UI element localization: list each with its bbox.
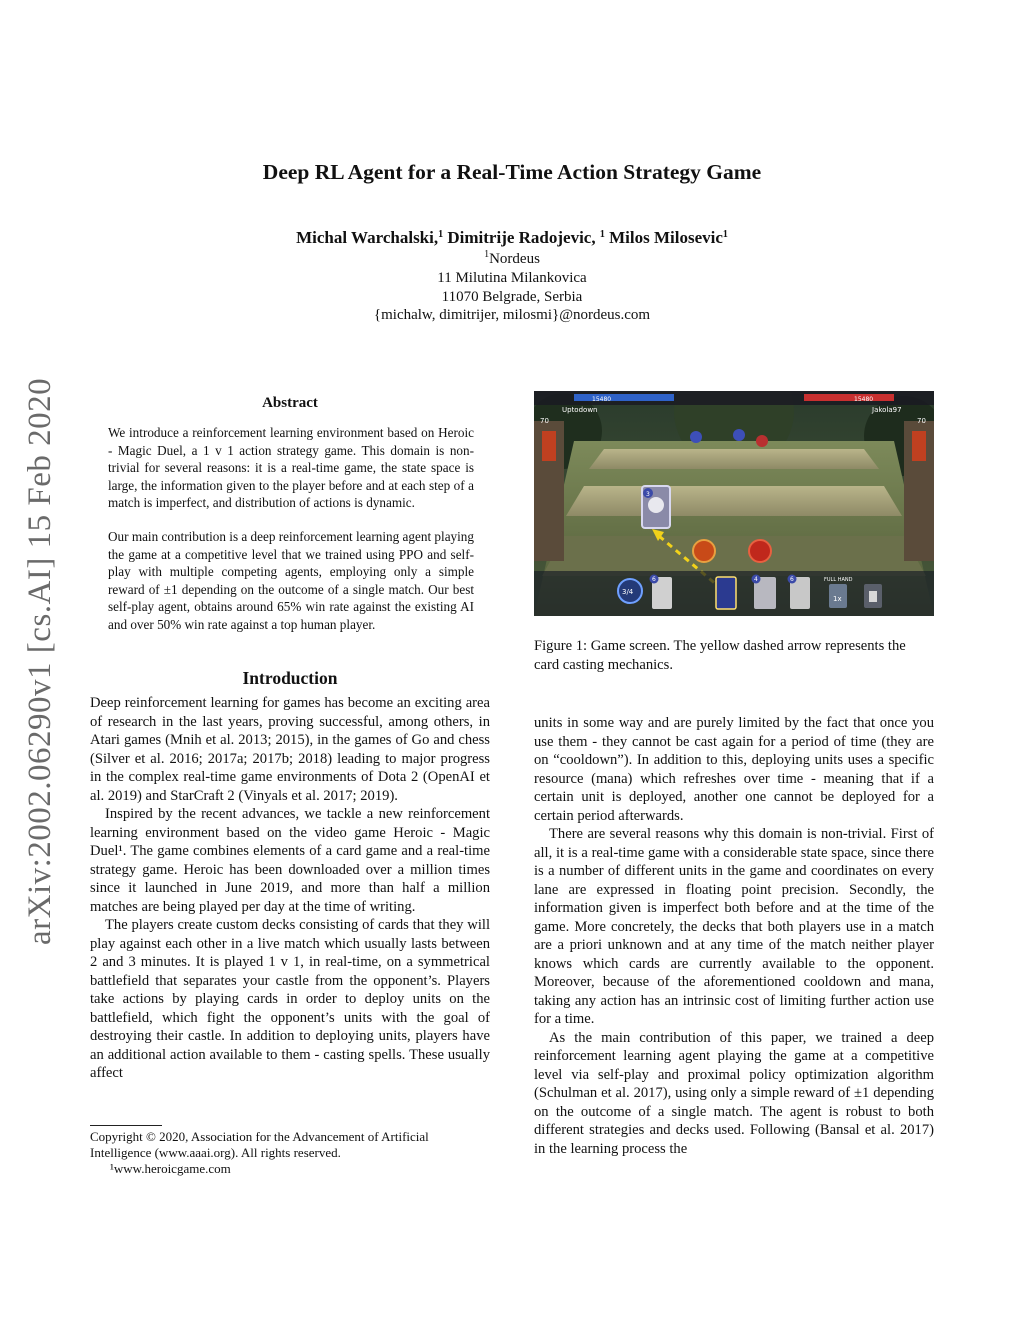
author-name: Milos Milosevic xyxy=(609,228,723,247)
author-affil-mark: 1 xyxy=(438,229,444,240)
left-column-body xyxy=(90,694,490,1083)
left-score: 15480 xyxy=(592,396,612,403)
arxiv-stamp: arXiv:2002.06290v1 [cs.AI] 15 Feb 2020 xyxy=(22,377,58,945)
abstract-heading: Abstract xyxy=(262,395,318,411)
affiliation-street: 11 Milutina Milankovica xyxy=(437,270,587,286)
author-affil-mark: 1 xyxy=(599,229,605,240)
paper-title: Deep RL Agent for a Real-Time Action Strategy Game xyxy=(262,160,762,184)
mana-counter: 3/4 xyxy=(622,588,634,596)
right-player-name: Jakola97 xyxy=(872,406,902,414)
game-screen-image xyxy=(534,391,934,616)
hand-card-cost: 6 xyxy=(652,576,656,583)
placed-card-cost: 3 xyxy=(646,491,650,498)
author-name: Dimitrije Radojevic, xyxy=(447,228,596,247)
figure-caption: Figure 1: Game screen. The yellow dashed arrow represents the card casting mechanics. xyxy=(534,638,906,673)
right-level: 70 xyxy=(917,417,926,425)
left-level: 70 xyxy=(540,417,549,425)
footnote-rule xyxy=(90,1125,162,1126)
affiliation-emails: {michalw, dimitrijer, milosmi}@nordeus.com xyxy=(373,307,651,323)
affiliation-city: 11070 Belgrade, Serbia xyxy=(441,289,583,305)
right-score: 15480 xyxy=(854,396,874,403)
footnote-1: ¹www.heroicgame.com xyxy=(110,1161,231,1176)
right-column-body xyxy=(534,714,934,1158)
left-player-name: Uptodown xyxy=(562,406,598,414)
introduction-heading: Introduction xyxy=(242,668,338,688)
intro-paragraph: The players create custom decks consisting of cards that they will play against each other in a live match which usually lasts between 2 and 3 minutes. It is played 1 v 1, in real-time, on a symmetrical battlefield that separates your castle from the opponent’s. Players take actions by playing cards in order to deploy units on the battlefield, which fight the opponent’s units with the goal of destroying their castle. In addition to deploying units, players have an additional action available to them - casting spells. These usually affect xyxy=(90,917,490,1081)
intro-paragraph: As the main contribution of this paper, we trained a deep reinforcement learning agent playing the game at a competitive level via self-play and proximal policy optimization algorithm (Schulman et al. 2017), using only a simple reward of ±1 depending on the outcome of a single match. The agent is robust to both different strategies and decks used. Following (Bansal et al. 2017) in the learning process the xyxy=(534,1029,934,1157)
intro-paragraph: units in some way and are purely limited by the fact that once you use them - they cannot be cast again for a period of time (they are on “cooldown”). In addition to this, deploying units uses a specific resource (mana) which refreshes over time - meaning that if a certain unit is deployed, another one cannot be deployed for a certain period afterwards. xyxy=(534,715,934,824)
game-screen-figure xyxy=(534,391,934,616)
intro-paragraph: There are several reasons why this domain is non-trivial. First of all, it is a real-time game with a considerable state space, since there is a number of different units in the game and coordinates on every lane are expressed in floating point precision. Secondly, the information given is imperfect both before and at the time of the game. More concretely, the decks that both players use in a match are a priori unknown and at any time of the match neither player knows which cards are currently available to the opponent. Moreover, because of the aforementioned cooldown and mana, taking any action has an intrinsic cost of limiting further action use for a time. xyxy=(534,826,934,1027)
fire-spell-icon xyxy=(693,540,715,562)
hand-card-cost: 6 xyxy=(790,576,794,583)
affiliation-org: $^1$Nordeus xyxy=(484,249,540,267)
rage-spell-icon xyxy=(749,540,771,562)
hand-card-cost: 4 xyxy=(754,576,758,583)
hand-card-selected xyxy=(716,577,736,609)
author-list xyxy=(0,228,1024,248)
speed-label: 1x xyxy=(833,595,842,603)
intro-paragraph: Deep reinforcement learning for games has become an exciting area of research in the last years, proving successful, among others, in Atari games (Mnih et al. 2013; 2015), in the games of Go and chess (Silver et al. 2016; 2017a; 2017b; 2018) leading to major progress in the complex real-time game environments of Dota 2 (OpenAI et al. 2019) and StarCraft 2 (Vinyals et al. 2017; 2019). xyxy=(90,695,490,804)
intro-paragraph: Inspired by the recent advances, we tackle a new reinforcement learning environment based on the video game Heroic - Magic Duel¹. The game combines elements of a card game and a real-time strategy game. Heroic has been downloaded over a million times since it launched in June 2019, and more than half a million matches are being played per day at the time of writing. xyxy=(90,806,490,915)
author-name: Michal Warchalski, xyxy=(296,228,439,247)
copyright-notice: Copyright © 2020, Association for the Advancement of Artificial Intelligence (www.aaai.org). All rights reserved. xyxy=(90,1129,429,1160)
author-affil-mark: 1 xyxy=(722,229,728,240)
abstract-paragraph-2: Our main contribution is a deep reinforcement learning agent playing the game at a competitive level that we trained using PPO and self-play with multiple competing agents, employing only a simple reward of ±1 depending on the outcome of a single match. Our best self-play agent, obtains around 65% win rate against the existing AI and over 50% win rate against a top human player. xyxy=(108,529,474,632)
full-hand-label: FULL HAND xyxy=(824,577,853,583)
abstract-paragraph-1: We introduce a reinforcement learning environment based on Heroic - Magic Duel, a 1 v 1 action strategy game. This domain is non-trivial for several reasons: it is a real-time game, the state space is large, the information given to the player before and at each step of a match is imperfect, and distribution of actions is dynamic. xyxy=(108,425,474,511)
